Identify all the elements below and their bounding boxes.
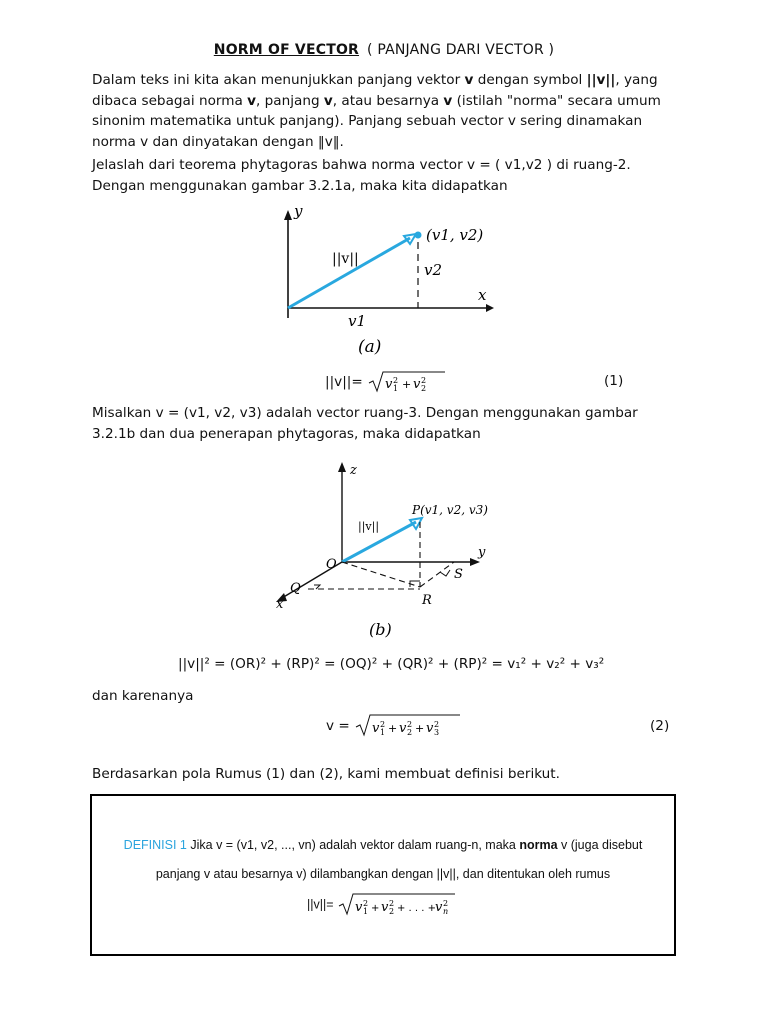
text-run: Dalam teks ini kita akan menunjukkan panjang vektor	[92, 72, 465, 88]
origin-label: O	[326, 557, 337, 572]
svg-text:2: 2	[380, 720, 386, 729]
svg-text:+: +	[415, 722, 425, 735]
svg-text:v: v	[435, 900, 443, 915]
y-axis-label: y	[294, 202, 303, 220]
v1-label: v1	[348, 312, 367, 330]
svg-text:2: 2	[389, 907, 395, 916]
definition-formula-lhs: ||v||=	[306, 897, 334, 912]
svg-text:2: 2	[393, 376, 399, 385]
bold-v: v	[247, 92, 257, 109]
svg-text:1: 1	[393, 384, 399, 393]
paragraph-pythagoras-2d: Jelaslah dari teorema phytagoras bahwa norma vector v = ( v1,v2 ) di ruang-2. Dengan menggunakan gambar 3.2.1a, maka kita didapatkan	[92, 157, 631, 194]
definition-box	[90, 794, 676, 956]
equation-lhs: v =	[326, 718, 350, 734]
definition-bold-norma: norma	[519, 838, 558, 852]
equation-1-number: (1)	[604, 373, 624, 389]
text-run: (istilah "norma" secara umum sinonim matematika untuk panjang). Panjang sebuah vector v sering dinamakan norma v dan dinyatakan dengan ‖v‖.	[92, 92, 661, 150]
title-main: NORM OF VECTOR	[213, 42, 360, 58]
sqrt-2d	[367, 370, 447, 394]
z-axis-label: z	[350, 463, 357, 478]
point-label: (v1, v2)	[426, 226, 484, 244]
svg-text:v: v	[355, 900, 363, 915]
equation-1	[325, 370, 447, 394]
svg-text:n: n	[443, 907, 449, 916]
svg-text:2: 2	[421, 384, 427, 393]
norm-label: ||v||	[332, 251, 359, 267]
definition-line-1	[92, 838, 674, 852]
svg-text:2: 2	[434, 720, 440, 729]
bold-v: v	[464, 72, 474, 88]
svg-text:v: v	[372, 721, 380, 736]
svg-text:2: 2	[363, 899, 369, 908]
q-label: Q	[290, 581, 301, 596]
r-label: R	[422, 593, 432, 608]
svg-text:v: v	[413, 377, 421, 392]
text-run: , atau besarnya	[332, 92, 444, 109]
definition-text: v (juga disebut	[557, 838, 643, 852]
svg-text:3: 3	[434, 728, 440, 737]
y-axis-label: y	[478, 545, 486, 560]
svg-text:1: 1	[380, 728, 386, 737]
svg-text:2: 2	[407, 720, 413, 729]
svg-text:2: 2	[443, 899, 449, 908]
paragraph-therefore: dan karenanya	[92, 688, 194, 704]
equation-2-number: (2)	[650, 718, 670, 734]
definition-formula	[92, 892, 674, 918]
svg-text:2: 2	[407, 728, 413, 737]
sqrt-3d	[354, 713, 464, 739]
title-sub: ( PANJANG DARI VECTOR )	[367, 42, 555, 58]
svg-text:v: v	[385, 377, 393, 392]
text-run: , yang dibaca sebagai norma	[92, 72, 658, 109]
definition-text: Jika v = (v1, v2, ..., vn) adalah vektor dalam ruang-n, maka	[186, 838, 520, 852]
svg-text:2: 2	[421, 376, 427, 385]
equation-expansion: ||v||² = (OR)² + (RP)² = (OQ)² + (QR)² + (RP)² = v₁² + v₂² + v₃²	[178, 656, 605, 672]
text-run: , panjang	[256, 92, 324, 109]
figure-2d-vector	[258, 200, 508, 360]
equation-2	[326, 713, 464, 739]
svg-text:1: 1	[363, 907, 369, 916]
svg-text:+ . . . +: + . . . +	[397, 903, 437, 914]
sqrt-nd	[337, 892, 459, 918]
figure-3d-vector	[268, 452, 526, 644]
bold-v: v	[443, 92, 453, 109]
paragraph-definition-intro: Berdasarkan pola Rumus (1) dan (2), kami membuat definisi berikut.	[92, 766, 560, 782]
figure-caption: (a)	[358, 337, 382, 357]
svg-text:+: +	[388, 722, 398, 735]
bold-norm: ||v||	[586, 72, 616, 88]
text-run: dengan symbol	[473, 72, 587, 88]
norm-label: ||v||	[358, 520, 380, 533]
svg-text:+: +	[371, 903, 380, 914]
paragraph-3d: Misalkan v = (v1, v2, v3) adalah vector ruang-3. Dengan menggunakan gambar 3.2.1b dan dua penerapan phytagoras, maka didapatkan	[92, 405, 638, 442]
x-axis-label: x	[276, 597, 284, 612]
point-label: P(v1, v2, v3)	[412, 503, 488, 517]
svg-text:v: v	[426, 721, 434, 736]
paragraph-intro	[92, 70, 682, 152]
vector-endpoint	[415, 232, 422, 239]
equation-lhs: ||v||=	[325, 374, 363, 390]
figure-caption: (b)	[369, 620, 392, 639]
svg-text:2: 2	[389, 899, 395, 908]
svg-text:+: +	[402, 378, 412, 391]
v2-label: v2	[424, 261, 443, 279]
svg-text:v: v	[381, 900, 389, 915]
page-title	[0, 42, 768, 58]
definition-label: DEFINISI 1	[123, 838, 187, 852]
s-label: S	[454, 567, 463, 582]
svg-text:v: v	[399, 721, 407, 736]
x-axis-label: x	[478, 286, 487, 304]
bold-v: v	[323, 92, 333, 109]
definition-line-2: panjang v atau besarnya v) dilambangkan dengan ||v||, dan ditentukan oleh rumus	[155, 867, 611, 881]
